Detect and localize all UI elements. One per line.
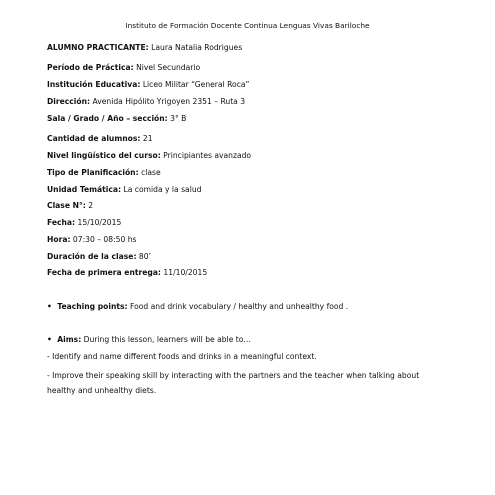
field-label: Institución Educativa: [47, 80, 141, 89]
field-label: Dirección: [47, 97, 91, 106]
field-label: Fecha: [47, 218, 76, 227]
field-value: 2 [88, 201, 94, 210]
field-unidad [47, 185, 201, 194]
aims-item-identify: - Identify and name different foods and drinks in a meaningful context. [47, 352, 317, 361]
field-value: Nivel Secundario [136, 63, 201, 72]
bullet-icon: • [47, 302, 52, 311]
field-direccion [47, 97, 245, 106]
field-value: Liceo Militar “General Roca” [142, 80, 250, 89]
field-label: Período de Práctica: [47, 63, 134, 72]
field-sala [47, 114, 186, 123]
field-value: 15/10/2015 [77, 218, 122, 227]
field-label: ALUMNO PRACTICANTE: [47, 43, 149, 52]
field-cantidad [47, 134, 153, 143]
field-duracion [47, 252, 151, 261]
aims [47, 335, 251, 344]
field-nivel [47, 151, 251, 160]
aims-item-improve: - Improve their speaking skill by interacting with the partners and the teacher when talking about [47, 371, 420, 380]
aims-item-improve-continued: healthy and unhealthy diets. [47, 386, 157, 395]
field-periodo [47, 63, 200, 72]
teaching-points-value: Food and drink vocabulary / healthy and unhealthy food . [130, 302, 349, 311]
field-value: La comida y la salud [123, 185, 202, 194]
field-hora [47, 235, 136, 244]
field-label: Clase N°: [47, 201, 86, 210]
institution-header: Instituto de Formación Docente Continua Lenguas Vivas Bariloche [125, 21, 370, 30]
field-alumno [47, 43, 242, 52]
aims-label: Aims: [57, 335, 82, 344]
field-fecha-entrega [47, 268, 207, 277]
field-value: 07:30 – 08:50 hs [72, 235, 137, 244]
field-label: Duración de la clase: [47, 252, 137, 261]
field-label: Nivel lingüístico del curso: [47, 151, 161, 160]
field-value: 3° B [170, 114, 187, 123]
bullet-icon: • [47, 335, 52, 344]
field-value: 80’ [138, 252, 151, 261]
field-label: Fecha de primera entrega: [47, 268, 161, 277]
teaching-points [47, 302, 348, 311]
aims-value: During this lesson, learners will be able to… [83, 335, 251, 344]
field-value: Principiantes avanzado [163, 151, 252, 160]
field-value: Avenida Hipólito Yrigoyen 2351 – Ruta 3 [92, 97, 246, 106]
field-value: Laura Natalia Rodrigues [151, 43, 243, 52]
field-value: clase [141, 168, 161, 177]
field-clase [47, 201, 93, 210]
field-value: 21 [142, 134, 153, 143]
field-fecha [47, 218, 121, 227]
field-label: Cantidad de alumnos: [47, 134, 141, 143]
field-label: Unidad Temática: [47, 185, 122, 194]
field-label: Sala / Grado / Año – sección: [47, 114, 168, 123]
teaching-points-label: Teaching points: [57, 302, 128, 311]
field-value: 11/10/2015 [163, 268, 208, 277]
field-institucion [47, 80, 249, 89]
field-label: Tipo de Planificación: [47, 168, 139, 177]
field-tipo [47, 168, 161, 177]
field-label: Hora: [47, 235, 71, 244]
